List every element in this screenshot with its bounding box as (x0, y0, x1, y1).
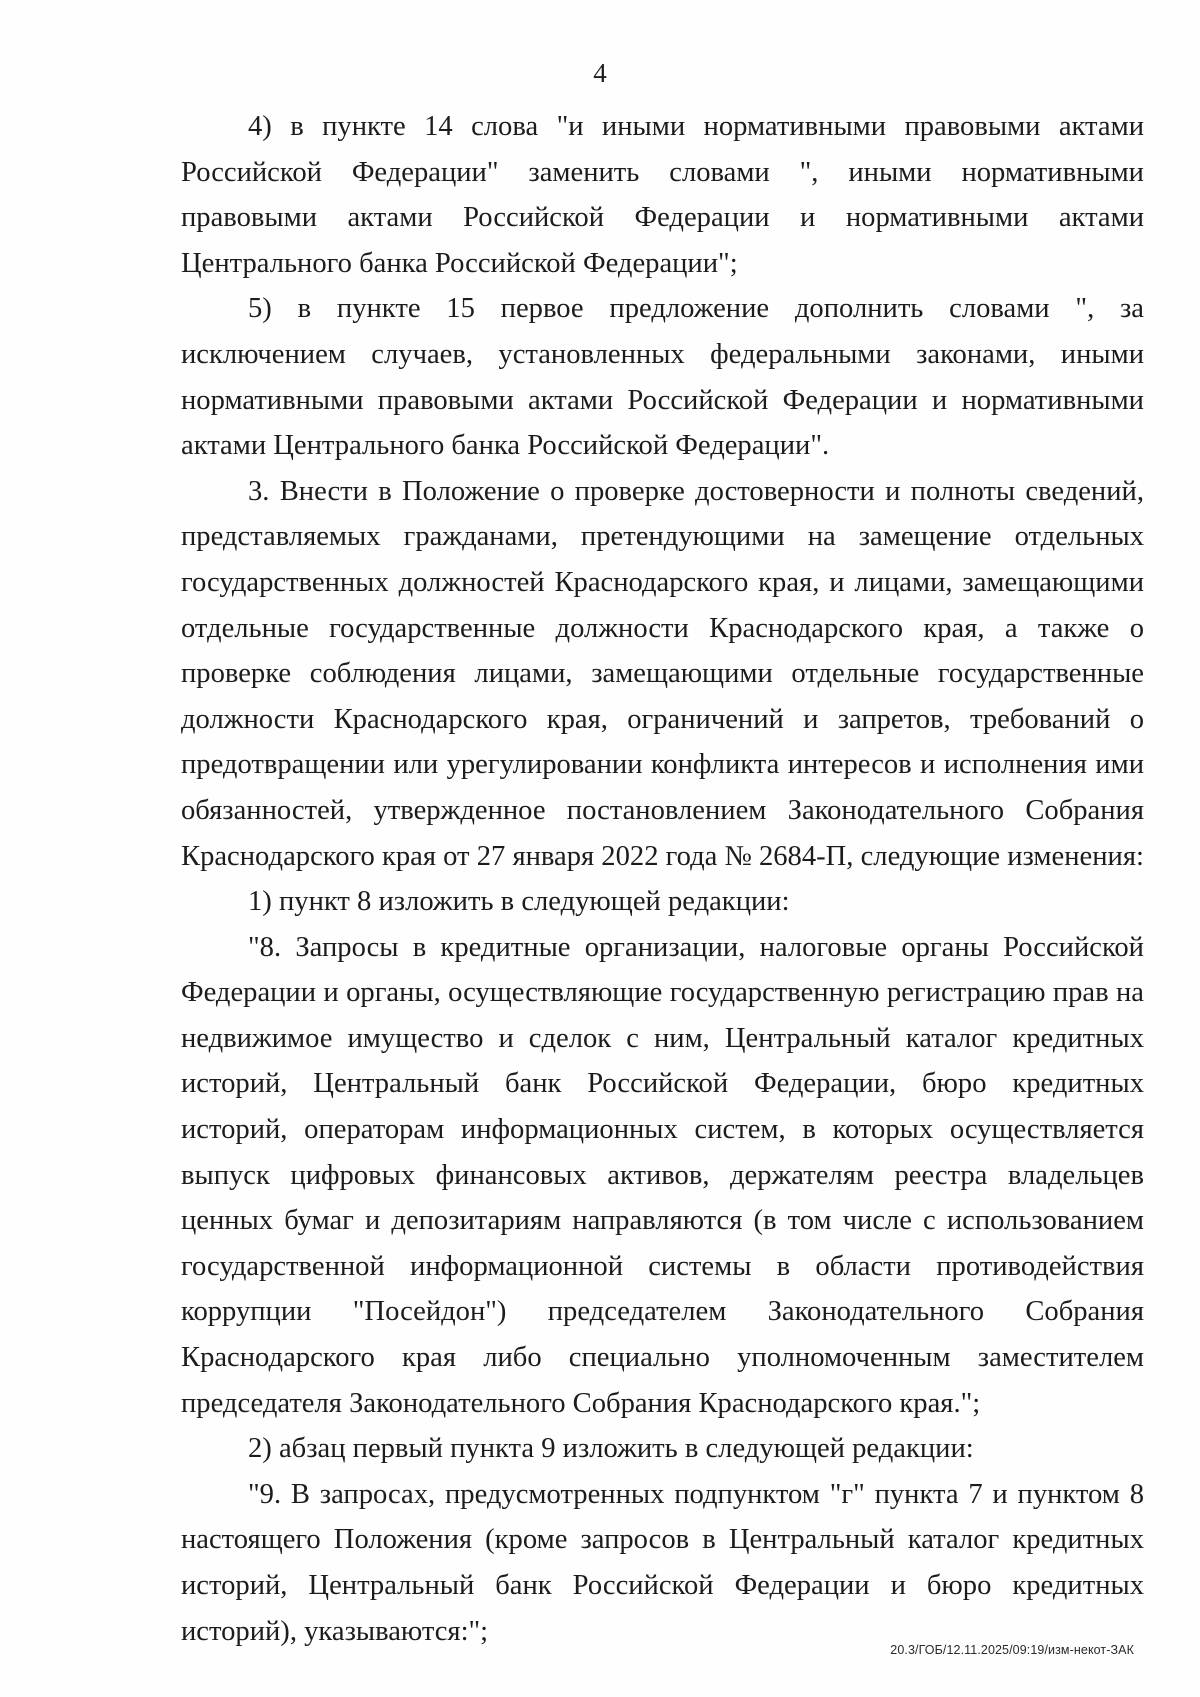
paragraph: "9. В запросах, предусмотренных подпунктом "г" пункта 7 и пунктом 8 настоящего Положения (кроме запросов в Центральный каталог кредитных историй, Центральный банк Российской Федерации и бюро кредитных историй), указываются:"; (181, 1478, 1144, 1647)
paragraph: 5) в пункте 15 первое предложение дополнить словами ", за исключением случаев, установленных федеральными законами, иными нормативными правовыми актами Российской Федерации и нормативными актами Центрального банка Российской Федерации". (181, 293, 1144, 462)
paragraph: "8. Запросы в кредитные организации, налоговые органы Российской Федерации и органы, осуществляющие государственную регистрацию прав на недвижимое имущество и сделок с ним, Центральный каталог кредитных историй, Центральный банк Российской Федерации, бюро кредитных историй, операторам информационных систем, в которых осуществляется выпуск цифровых финансовых активов, держателям реестра владельцев ценных бумаг и депозитариям направляются (в том числе с использованием государственной информационной системы в области противодействия коррупции "Посейдон") председателем Законодательного Собрания Краснодарского края либо специально уполномоченным заместителем председателя Законодательного Собрания Краснодарского края."; (181, 931, 1144, 1419)
paragraph: 3. Внести в Положение о проверке достоверности и полноты сведений, представляемых гражданами, претендующими на замещение отдельных государственных должностей Краснодарского края, и лицами, замещающими отдельные государственные должности Краснодарского края, а также о проверке соблюдения лицами, замещающими отдельные государственные должности Краснодарского края, ограничений и запретов, требований о предотвращении или урегулировании конфликта интересов и исполнения ими обязанностей, утвержденное постановлением Законодательного Собрания Краснодарского края от 27 января 2022 года № 2684-П, следующие изменения: (181, 475, 1144, 872)
page-number: 4 (593, 58, 607, 88)
document-footer-code: 20.3/ГОБ/12.11.2025/09:19/изм-некот-ЗАК (890, 1643, 1134, 1657)
paragraph: 4) в пункте 14 слова "и иными нормативными правовыми актами Российской Федерации" заменить словами ", иными нормативными правовыми актами Российской Федерации и нормативными актами Центрального банка Российской Федерации"; (181, 111, 1144, 279)
document-body (181, 104, 1144, 1654)
paragraph: 2) абзац первый пункта 9 изложить в следующей редакции: (248, 1433, 974, 1465)
paragraph: 1) пункт 8 изложить в следующей редакции: (248, 886, 790, 918)
